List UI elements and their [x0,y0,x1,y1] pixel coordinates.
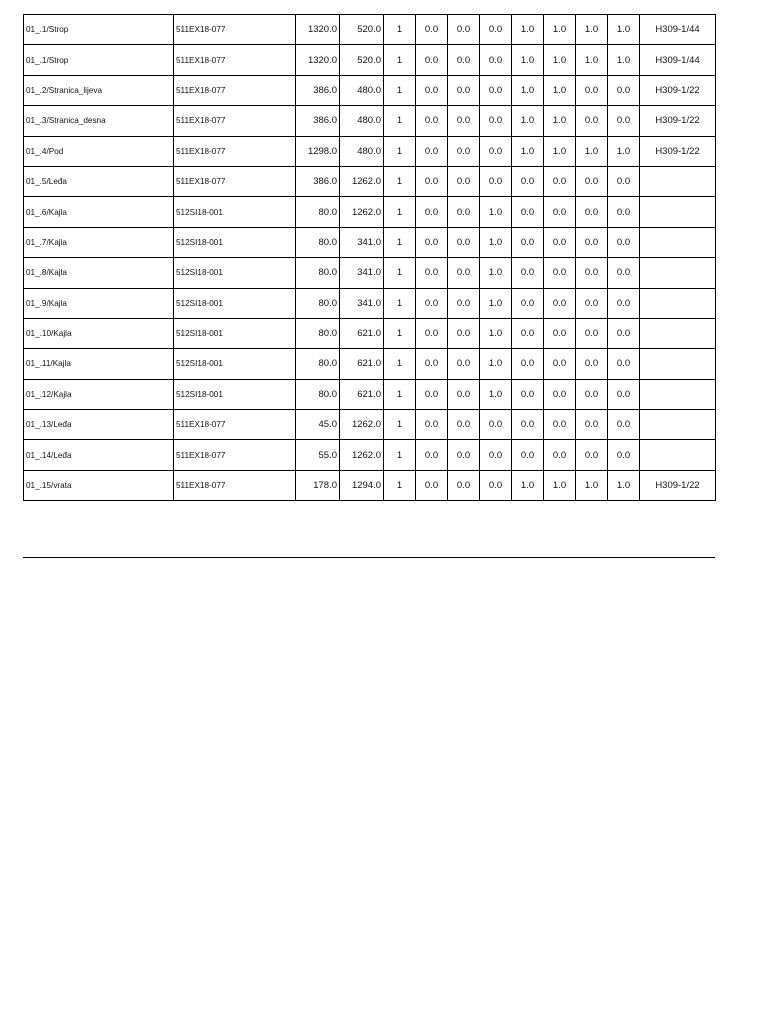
width-cell: 621.0 [340,379,384,409]
value-cell-2: 0.0 [448,15,480,45]
quantity-cell: 1 [384,410,416,440]
material-code-cell: 511EX18-077 [174,75,296,105]
value-cell-2: 0.0 [448,470,480,500]
table-row [24,349,716,379]
edge-band-cell-2: 0.0 [544,440,576,470]
table-row [24,470,716,500]
edge-band-cell-3: 0.0 [576,197,608,227]
edge-material-cell: H309-1/44 [640,45,716,75]
length-cell: 80.0 [296,288,340,318]
part-name-cell: 01_.6/Kajla [24,197,174,227]
value-cell-3: 0.0 [480,75,512,105]
length-cell: 386.0 [296,166,340,196]
quantity-cell: 1 [384,379,416,409]
edge-band-cell-3: 1.0 [576,136,608,166]
material-code-cell: 512SI18-001 [174,197,296,227]
quantity-cell: 1 [384,227,416,257]
table-row [24,258,716,288]
length-cell: 80.0 [296,379,340,409]
edge-band-cell-1: 0.0 [512,227,544,257]
table-row [24,15,716,45]
edge-material-cell [640,440,716,470]
edge-material-cell [640,166,716,196]
value-cell-2: 0.0 [448,440,480,470]
value-cell-1: 0.0 [416,349,448,379]
width-cell: 520.0 [340,15,384,45]
value-cell-1: 0.0 [416,288,448,318]
value-cell-3: 1.0 [480,379,512,409]
value-cell-1: 0.0 [416,440,448,470]
value-cell-2: 0.0 [448,136,480,166]
edge-material-cell [640,258,716,288]
edge-band-cell-4: 0.0 [608,258,640,288]
edge-band-cell-2: 0.0 [544,318,576,348]
length-cell: 80.0 [296,318,340,348]
edge-band-cell-4: 0.0 [608,349,640,379]
edge-band-cell-1: 0.0 [512,166,544,196]
quantity-cell: 1 [384,106,416,136]
cutting-list-table [23,14,716,501]
cutting-list-body [24,15,716,501]
value-cell-1: 0.0 [416,197,448,227]
table-row [24,227,716,257]
edge-material-cell [640,288,716,318]
edge-material-cell: H309-1/22 [640,106,716,136]
table-row [24,136,716,166]
material-code-cell: 511EX18-077 [174,15,296,45]
edge-material-cell [640,379,716,409]
edge-band-cell-3: 0.0 [576,410,608,440]
length-cell: 1320.0 [296,15,340,45]
table-row [24,288,716,318]
table-row [24,166,716,196]
edge-band-cell-1: 1.0 [512,470,544,500]
quantity-cell: 1 [384,470,416,500]
edge-band-cell-4: 0.0 [608,440,640,470]
value-cell-1: 0.0 [416,318,448,348]
edge-band-cell-2: 0.0 [544,410,576,440]
part-name-cell: 01_.9/Kajla [24,288,174,318]
material-code-cell: 511EX18-077 [174,106,296,136]
value-cell-3: 0.0 [480,166,512,196]
edge-band-cell-3: 0.0 [576,227,608,257]
edge-band-cell-4: 0.0 [608,227,640,257]
edge-band-cell-2: 1.0 [544,45,576,75]
value-cell-2: 0.0 [448,318,480,348]
edge-band-cell-2: 1.0 [544,136,576,166]
edge-material-cell: H309-1/44 [640,15,716,45]
edge-band-cell-1: 1.0 [512,15,544,45]
material-code-cell: 512SI18-001 [174,349,296,379]
quantity-cell: 1 [384,349,416,379]
edge-band-cell-4: 1.0 [608,45,640,75]
value-cell-2: 0.0 [448,197,480,227]
value-cell-3: 1.0 [480,318,512,348]
edge-band-cell-3: 0.0 [576,318,608,348]
quantity-cell: 1 [384,197,416,227]
value-cell-1: 0.0 [416,75,448,105]
edge-band-cell-4: 0.0 [608,379,640,409]
part-name-cell: 01_.4/Pod [24,136,174,166]
value-cell-1: 0.0 [416,470,448,500]
edge-band-cell-3: 1.0 [576,45,608,75]
edge-band-cell-2: 0.0 [544,166,576,196]
quantity-cell: 1 [384,166,416,196]
length-cell: 45.0 [296,410,340,440]
length-cell: 80.0 [296,227,340,257]
part-name-cell: 01_.5/Leđa [24,166,174,196]
edge-band-cell-1: 0.0 [512,258,544,288]
edge-band-cell-1: 1.0 [512,75,544,105]
part-name-cell: 01_.2/Stranica_lijeva [24,75,174,105]
value-cell-2: 0.0 [448,410,480,440]
quantity-cell: 1 [384,75,416,105]
edge-band-cell-1: 0.0 [512,288,544,318]
length-cell: 386.0 [296,106,340,136]
edge-band-cell-2: 1.0 [544,15,576,45]
edge-band-cell-2: 0.0 [544,288,576,318]
value-cell-1: 0.0 [416,136,448,166]
edge-material-cell [640,318,716,348]
edge-band-cell-3: 0.0 [576,440,608,470]
value-cell-2: 0.0 [448,106,480,136]
edge-band-cell-2: 0.0 [544,197,576,227]
value-cell-2: 0.0 [448,379,480,409]
width-cell: 1262.0 [340,410,384,440]
value-cell-1: 0.0 [416,45,448,75]
edge-band-cell-3: 0.0 [576,166,608,196]
edge-band-cell-3: 0.0 [576,75,608,105]
part-name-cell: 01_.15/vrata [24,470,174,500]
length-cell: 1320.0 [296,45,340,75]
value-cell-3: 0.0 [480,470,512,500]
value-cell-1: 0.0 [416,410,448,440]
length-cell: 1298.0 [296,136,340,166]
edge-band-cell-2: 1.0 [544,106,576,136]
width-cell: 1262.0 [340,166,384,196]
edge-band-cell-1: 0.0 [512,410,544,440]
edge-band-cell-3: 1.0 [576,470,608,500]
edge-material-cell: H309-1/22 [640,136,716,166]
edge-band-cell-3: 0.0 [576,288,608,318]
material-code-cell: 511EX18-077 [174,166,296,196]
edge-band-cell-1: 0.0 [512,197,544,227]
edge-material-cell: H309-1/22 [640,470,716,500]
edge-band-cell-1: 0.0 [512,349,544,379]
length-cell: 80.0 [296,258,340,288]
material-code-cell: 512SI18-001 [174,288,296,318]
quantity-cell: 1 [384,318,416,348]
material-code-cell: 511EX18-077 [174,440,296,470]
material-code-cell: 511EX18-077 [174,410,296,440]
edge-band-cell-2: 1.0 [544,470,576,500]
edge-band-cell-4: 0.0 [608,106,640,136]
footer-divider [23,557,715,558]
edge-band-cell-4: 0.0 [608,410,640,440]
width-cell: 621.0 [340,349,384,379]
quantity-cell: 1 [384,440,416,470]
quantity-cell: 1 [384,15,416,45]
width-cell: 520.0 [340,45,384,75]
part-name-cell: 01_.11/Kajla [24,349,174,379]
edge-material-cell [640,197,716,227]
width-cell: 480.0 [340,136,384,166]
value-cell-1: 0.0 [416,258,448,288]
edge-band-cell-3: 0.0 [576,349,608,379]
part-name-cell: 01_.8/Kajla [24,258,174,288]
edge-band-cell-3: 0.0 [576,106,608,136]
edge-band-cell-4: 0.0 [608,288,640,318]
material-code-cell: 511EX18-077 [174,470,296,500]
length-cell: 80.0 [296,197,340,227]
edge-band-cell-2: 1.0 [544,75,576,105]
value-cell-2: 0.0 [448,227,480,257]
part-name-cell: 01_.7/Kajla [24,227,174,257]
value-cell-3: 0.0 [480,15,512,45]
value-cell-2: 0.0 [448,45,480,75]
edge-band-cell-2: 0.0 [544,258,576,288]
length-cell: 386.0 [296,75,340,105]
edge-band-cell-4: 1.0 [608,470,640,500]
table-row [24,440,716,470]
value-cell-1: 0.0 [416,227,448,257]
value-cell-3: 0.0 [480,410,512,440]
value-cell-2: 0.0 [448,288,480,318]
value-cell-3: 0.0 [480,136,512,166]
table-row [24,379,716,409]
edge-band-cell-3: 1.0 [576,15,608,45]
material-code-cell: 512SI18-001 [174,318,296,348]
quantity-cell: 1 [384,136,416,166]
width-cell: 621.0 [340,318,384,348]
edge-band-cell-3: 0.0 [576,379,608,409]
edge-band-cell-4: 0.0 [608,75,640,105]
edge-band-cell-4: 1.0 [608,15,640,45]
edge-band-cell-1: 1.0 [512,106,544,136]
part-name-cell: 01_.13/Leđa [24,410,174,440]
value-cell-2: 0.0 [448,349,480,379]
material-code-cell: 512SI18-001 [174,379,296,409]
width-cell: 480.0 [340,106,384,136]
width-cell: 341.0 [340,258,384,288]
edge-band-cell-1: 1.0 [512,136,544,166]
value-cell-3: 0.0 [480,106,512,136]
edge-material-cell: H309-1/22 [640,75,716,105]
width-cell: 341.0 [340,227,384,257]
quantity-cell: 1 [384,288,416,318]
length-cell: 80.0 [296,349,340,379]
part-name-cell: 01_.14/Leđa [24,440,174,470]
edge-band-cell-1: 0.0 [512,318,544,348]
edge-band-cell-4: 0.0 [608,197,640,227]
table-row [24,318,716,348]
value-cell-1: 0.0 [416,15,448,45]
table-row [24,410,716,440]
table-row [24,75,716,105]
width-cell: 1294.0 [340,470,384,500]
edge-band-cell-2: 0.0 [544,379,576,409]
table-row [24,106,716,136]
value-cell-1: 0.0 [416,166,448,196]
length-cell: 55.0 [296,440,340,470]
value-cell-3: 0.0 [480,45,512,75]
width-cell: 341.0 [340,288,384,318]
value-cell-2: 0.0 [448,75,480,105]
material-code-cell: 511EX18-077 [174,45,296,75]
edge-band-cell-4: 0.0 [608,166,640,196]
edge-band-cell-1: 0.0 [512,379,544,409]
edge-band-cell-2: 0.0 [544,349,576,379]
edge-band-cell-4: 0.0 [608,318,640,348]
edge-material-cell [640,410,716,440]
width-cell: 1262.0 [340,197,384,227]
material-code-cell: 511EX18-077 [174,136,296,166]
value-cell-2: 0.0 [448,166,480,196]
width-cell: 480.0 [340,75,384,105]
part-name-cell: 01_.1/Strop [24,45,174,75]
edge-band-cell-4: 1.0 [608,136,640,166]
edge-band-cell-1: 1.0 [512,45,544,75]
value-cell-3: 1.0 [480,227,512,257]
edge-band-cell-2: 0.0 [544,227,576,257]
edge-band-cell-1: 0.0 [512,440,544,470]
value-cell-3: 1.0 [480,258,512,288]
length-cell: 178.0 [296,470,340,500]
material-code-cell: 512SI18-001 [174,227,296,257]
edge-band-cell-3: 0.0 [576,258,608,288]
quantity-cell: 1 [384,45,416,75]
edge-material-cell [640,227,716,257]
part-name-cell: 01_.12/Kajla [24,379,174,409]
quantity-cell: 1 [384,258,416,288]
value-cell-2: 0.0 [448,258,480,288]
part-name-cell: 01_.1/Strop [24,15,174,45]
part-name-cell: 01_.3/Stranica_desna [24,106,174,136]
value-cell-1: 0.0 [416,106,448,136]
table-row [24,197,716,227]
value-cell-3: 1.0 [480,197,512,227]
part-name-cell: 01_.10/Kajla [24,318,174,348]
value-cell-1: 0.0 [416,379,448,409]
value-cell-3: 1.0 [480,288,512,318]
width-cell: 1262.0 [340,440,384,470]
value-cell-3: 0.0 [480,440,512,470]
value-cell-3: 1.0 [480,349,512,379]
edge-material-cell [640,349,716,379]
material-code-cell: 512SI18-001 [174,258,296,288]
table-row [24,45,716,75]
